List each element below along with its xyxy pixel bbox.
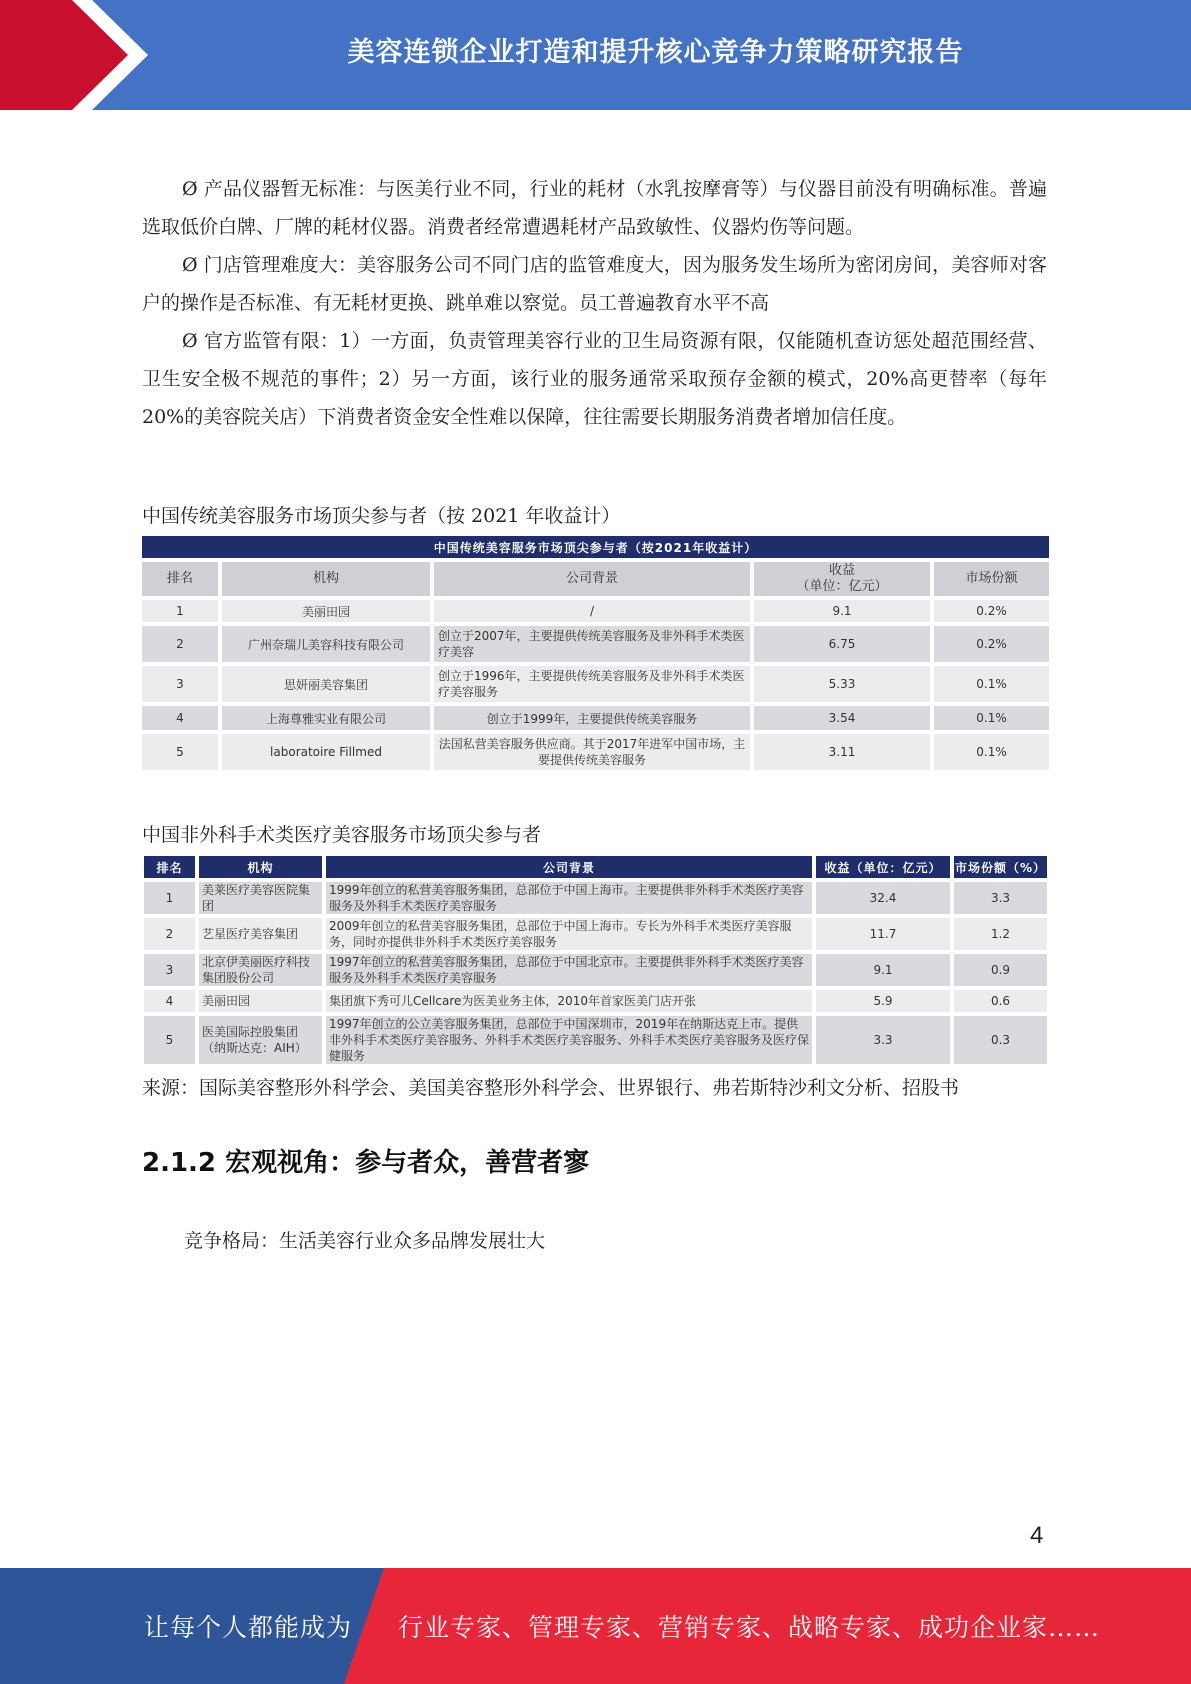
report-title: 美容连锁企业打造和提升核心竞争力策略研究报告 xyxy=(347,37,964,68)
column-header: 市场份额 xyxy=(932,560,1051,598)
column-header: 公司背景 xyxy=(432,560,752,598)
column-header: 机构 xyxy=(197,854,324,880)
background-cell: 集团旗下秀可儿Cellcare为医美业务主体，2010年首家医美门店开张 xyxy=(324,988,814,1014)
share-cell: 0.1% xyxy=(932,732,1051,772)
source-note: 来源：国际美容整形外科学会、美国美容整形外科学会、世界银行、弗若斯特沙利文分析、招股书 xyxy=(142,1077,960,1099)
org-cell: 上海尊雅实业有限公司 xyxy=(220,704,432,732)
column-header: 排名 xyxy=(142,854,197,880)
table1-title: 中国传统美容服务市场顶尖参与者（按2021年收益计） xyxy=(140,534,1051,560)
paragraph-store-management: Ø 门店管理难度大：美容服务公司不同门店的监管难度大，因为服务发生场所为密闭房间，美容师对客户的操作是否标准、有无耗材更换、跳单难以察觉。员工普遍教育水平不高 xyxy=(142,254,1047,314)
revenue-cell: 9.1 xyxy=(752,598,932,624)
background-cell: 1997年创立的私营美容服务集团，总部位于中国北京市。主要提供非外科手术类医疗美容服务及外科手术类医疗美容服务 xyxy=(324,952,814,988)
share-cell: 0.2% xyxy=(932,598,1051,624)
table-row xyxy=(142,952,1049,988)
rank-cell: 5 xyxy=(140,732,220,772)
org-cell: 美丽田园 xyxy=(220,598,432,624)
paragraph-regulation: Ø 官方监管有限：1）一方面，负责管理美容行业的卫生局资源有限，仅能随机查访惩处超范围经营、卫生安全极不规范的事件；2）另一方面，该行业的服务通常采取预存金额的模式，20%高更替率（每年 20%的美容院关店）下消费者资金安全性难以保障，往往需要长期服务消费者增加信任度。 xyxy=(142,330,1047,428)
page-header xyxy=(0,0,1191,110)
table-row xyxy=(142,988,1049,1014)
page-footer xyxy=(0,1568,1191,1684)
rank-cell: 1 xyxy=(142,880,197,916)
share-cell: 0.2% xyxy=(932,624,1051,664)
medical-beauty-table xyxy=(142,854,1049,1066)
table2-caption: 中国非外科手术类医疗美容服务市场顶尖参与者 xyxy=(142,824,542,846)
revenue-cell: 3.3 xyxy=(814,1014,952,1066)
share-cell: 0.1% xyxy=(932,664,1051,704)
revenue-cell: 5.33 xyxy=(752,664,932,704)
revenue-cell: 6.75 xyxy=(752,624,932,664)
table-row xyxy=(142,916,1049,952)
revenue-cell: 3.11 xyxy=(752,732,932,772)
rank-cell: 2 xyxy=(140,624,220,664)
table-header-row xyxy=(142,854,1049,880)
org-cell: 美丽田园 xyxy=(197,988,324,1014)
background-cell: 创立于1996年，主要提供传统美容服务及非外科手术类医疗美容服务 xyxy=(432,664,752,704)
column-header: 机构 xyxy=(220,560,432,598)
section-body: 竞争格局：生活美容行业众多品牌发展壮大 xyxy=(184,1230,546,1252)
column-header: 公司背景 xyxy=(324,854,814,880)
org-cell: 广州奈瑞儿美容科技有限公司 xyxy=(220,624,432,664)
table-row xyxy=(142,880,1049,916)
share-cell: 0.3 xyxy=(952,1014,1049,1066)
rank-cell: 4 xyxy=(140,704,220,732)
column-header: 收益 （单位：亿元） xyxy=(752,560,932,598)
rank-cell: 5 xyxy=(142,1014,197,1066)
table-row xyxy=(140,598,1051,624)
org-cell: laboratoire Fillmed xyxy=(220,732,432,772)
rank-cell: 2 xyxy=(142,916,197,952)
org-cell: 艺星医疗美容集团 xyxy=(197,916,324,952)
table-row xyxy=(140,624,1051,664)
footer-slogan-right: 行业专家、管理专家、营销专家、战略专家、成功企业家…… xyxy=(398,1613,1101,1642)
org-cell: 思妍丽美容集团 xyxy=(220,664,432,704)
background-cell: 2009年创立的私营美容服务集团，总部位于中国上海市。专长为外科手术类医疗美容服务，同时亦提供非外科手术类医疗美容服务 xyxy=(324,916,814,952)
background-cell: 创立于2007年，主要提供传统美容服务及非外科手术类医疗美容 xyxy=(432,624,752,664)
column-header: 排名 xyxy=(140,560,220,598)
column-header: 市场份额（%） xyxy=(952,854,1049,880)
share-cell: 0.9 xyxy=(952,952,1049,988)
table-row xyxy=(142,1014,1049,1066)
rank-cell: 1 xyxy=(140,598,220,624)
revenue-cell: 11.7 xyxy=(814,916,952,952)
revenue-cell: 5.9 xyxy=(814,988,952,1014)
org-cell: 美莱医疗美容医院集团 xyxy=(197,880,324,916)
section-heading: 2.1.2 宏观视角：参与者众，善营者寥 xyxy=(142,1148,590,1178)
rank-cell: 3 xyxy=(140,664,220,704)
background-cell: / xyxy=(432,598,752,624)
table-row xyxy=(140,704,1051,732)
revenue-cell: 9.1 xyxy=(814,952,952,988)
revenue-cell: 3.54 xyxy=(752,704,932,732)
table-title-row xyxy=(140,534,1051,560)
page-number: 4 xyxy=(1030,1522,1044,1549)
revenue-cell: 32.4 xyxy=(814,880,952,916)
footer-slogan-left: 让每个人都能成为 xyxy=(144,1613,353,1642)
rank-cell: 4 xyxy=(142,988,197,1014)
column-header: 收益（单位：亿元） xyxy=(814,854,952,880)
table-row xyxy=(140,664,1051,704)
org-cell: 医美国际控股集团（纳斯达克：AIH） xyxy=(197,1014,324,1066)
paragraph-product-standards: Ø 产品仪器暂无标准：与医美行业不同，行业的耗材（水乳按摩膏等）与仪器目前没有明确标准。普遍选取低价白牌、厂牌的耗材仪器。消费者经常遭遇耗材产品致敏性、仪器灼伤等问题。 xyxy=(142,178,1047,238)
share-cell: 1.2 xyxy=(952,916,1049,952)
background-cell: 1997年创立的公立美容服务集团，总部位于中国深圳市，2019年在纳斯达克上市。提供非外科手术类医疗美容服务、外科手术类医疗美容服务、外科手术类医疗美容服务及医疗保健服务 xyxy=(324,1014,814,1066)
table-header-row xyxy=(140,560,1051,598)
rank-cell: 3 xyxy=(142,952,197,988)
background-cell: 法国私营美容服务供应商。其于2017年进军中国市场，主要提供传统美容服务 xyxy=(432,732,752,772)
share-cell: 3.3 xyxy=(952,880,1049,916)
table-row xyxy=(140,732,1051,772)
org-cell: 北京伊美丽医疗科技集团股份公司 xyxy=(197,952,324,988)
traditional-beauty-table xyxy=(140,534,1051,772)
background-cell: 创立于1999年，主要提供传统美容服务 xyxy=(432,704,752,732)
table1-caption: 中国传统美容服务市场顶尖参与者（按 2021 年收益计） xyxy=(142,505,621,527)
background-cell: 1999年创立的私营美容服务集团，总部位于中国上海市。主要提供非外科手术类医疗美容服务及外科手术类医疗美容服务 xyxy=(324,880,814,916)
share-cell: 0.6 xyxy=(952,988,1049,1014)
share-cell: 0.1% xyxy=(932,704,1051,732)
